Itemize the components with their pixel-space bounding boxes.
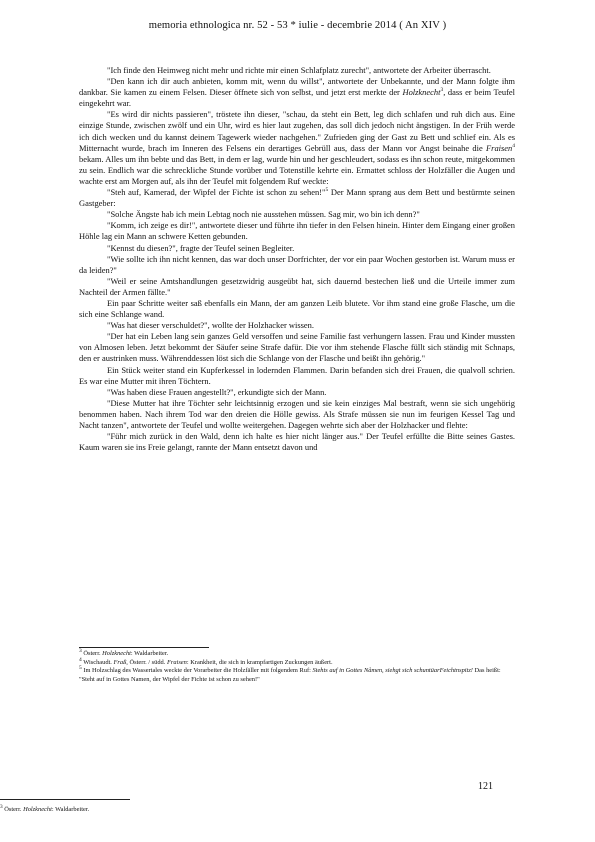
italic-term: Fraisen xyxy=(166,658,187,666)
italic-term: Holzknecht xyxy=(23,806,52,814)
bottom-footnote-separator xyxy=(0,799,130,800)
text-run: "Steh auf, Kamerad, der Wipfel der Fichte ist schon zu sehen!" xyxy=(107,187,326,198)
text-run: , dass er beim Teufel eingekehrt war. xyxy=(79,87,515,109)
paragraph xyxy=(79,65,515,76)
paragraph xyxy=(79,365,515,387)
text-run: Im Holzschlag des Wassertales weckte der Vorarbeiter die Holzfäller mit folgendem Ruf: xyxy=(81,667,313,675)
text-run: "Der hat ein Leben lang sein ganzes Geld versoffen und seine Familie fast verhungern lassen. Frau und Kinder mussten von Almosen leben. Jetzt bekommt der Säufer seine Strafe dafür. Die vor ihm stehende Flasche füllt sich ständig mit Schnaps, den er austrinken muss. Währenddessen löst sich die Schlange von der Flasche und beißt ihn gehörig." xyxy=(79,331,515,364)
footnote-ref: 5 xyxy=(325,187,329,194)
text-run: "Was haben diese Frauen angestellt?", erkundigte sich der Mann. xyxy=(107,386,327,397)
text-run: "Was hat dieser verschuldet?", wollte der Holzhacker wissen. xyxy=(107,320,314,331)
footnotes xyxy=(79,647,515,684)
text-run: "Solche Ängste hab ich mein Lebtag noch nie ausstehen müssen. Sag mir, wo bin ich denn?" xyxy=(107,209,420,220)
paragraph xyxy=(79,254,515,276)
italic-term: Fraisen xyxy=(486,142,513,153)
footnote-ref: 4 xyxy=(79,656,82,663)
paragraph xyxy=(79,187,515,209)
paragraph xyxy=(79,243,515,254)
footnote xyxy=(79,656,515,668)
text-run: "Ich finde den Heimweg nicht mehr und richte mir einen Schlafplatz zurecht", antwortete der Arbeiter überrascht. xyxy=(107,65,491,75)
footnote-ref: 3 xyxy=(440,87,444,94)
paragraph xyxy=(79,298,515,320)
paragraph xyxy=(79,431,515,453)
text-run: "Führ mich zurück in den Wald, denn ich halte es hier nicht länger aus." Der Teufel erfüllte die Bitte seines Gastes. Kaum waren sie ins Freie gelangt, rannte der Mann entsetzt davon und xyxy=(79,431,515,453)
footnote-ref: 5 xyxy=(79,665,82,672)
text-run: "Diese Mutter hat ihre Töchter sehr leichtsinnig erzogen und sie kein einziges Mal bestraft, wenn sie sich ungehörig benommen haben. Nach ihrem Tod war den dreien die Hölle gewiss. Als Strafe müssen sie nun im feurigen Kessel Tag und Nacht tanzen", antwortete der Teufel und wollte weitergehen. Dagegen wehrte sich aber der Holzhacker und flehte: xyxy=(79,397,515,430)
text-run: "Komm, ich zeige es dir!", antwortete dieser und führte ihn tiefer in den Felsen hinein. Hinter dem Eingang einer großen Höhle lag ein Mann an schwere Ketten gebunden. xyxy=(79,220,515,242)
text-run: Der Mann sprang aus dem Bett und bestürmte seinen Gastgeber: xyxy=(79,187,516,209)
paragraph xyxy=(79,387,515,398)
footnote-ref: 4 xyxy=(512,142,515,149)
text-run: Österr. xyxy=(81,650,103,657)
text-run: bekam. Alles um ihn bebte und das Bett, in dem er lag, wurde hin und her geschleudert, sodass es ihn schon reute, mitgekommen zu sein. Endlich war die schreckliche Stunde vorüber und Totenstille kehrte ein. Ermattet schloss der Holzfäller die Augen und wachte erst am Morgen auf, als ihn der Teufel mit folgendem Ruf weckte: xyxy=(79,153,515,186)
footnote-ref: 3 xyxy=(0,804,3,810)
text-run: Ein Stück weiter stand ein Kupferkessel in lodernden Flammen. Darin befanden sich drei Frauen, die qualvoll schrien. Es war eine Mutter mit ihren Töchtern. xyxy=(79,364,515,386)
bottom-footnote xyxy=(0,803,89,815)
text-run: Österr. xyxy=(2,806,24,814)
paragraph xyxy=(79,76,515,109)
italic-term: Holzknecht xyxy=(102,650,131,657)
paragraph xyxy=(79,220,515,242)
italic-term: Stehts auf in Gottes Nåmen, siehgt sich schuntüarFeichtnspitz! xyxy=(312,667,473,675)
text-run: "Es wird dir nichts passieren", tröstete ihn dieser, "schau, da steht ein Bett, leg dich schlafen und ruh dich aus. Eine einzige Stunde, zwischen zwölf und ein Uhr, wird es hier laut zugehen, das soll dich jedoch nicht ängstigen. In der Früh werde ich dich wecken und du kannst deinem Tagewerk wieder nachgehen." Zufrieden ging der Gast zu Bett und schlief ein. Als es Mitternacht wurde, brach im Inneren des Felsens ein derartiges Gebrüll aus, dass der Mann vor Angst beinahe die xyxy=(79,109,515,153)
paragraph xyxy=(79,276,515,298)
text-run: "Wie sollte ich ihn nicht kennen, das war doch unser Dorfrichter, der vor ein paar Wochen gestorben ist. Warum muss er da leiden?" xyxy=(79,253,515,275)
paragraph xyxy=(79,320,515,331)
text-run: Wischaudt. xyxy=(81,658,114,666)
italic-term: Holzknecht xyxy=(402,87,441,98)
running-header: memoria ethnologica nr. 52 - 53 * iulie - decembrie 2014 ( An XIV ) xyxy=(148,20,447,31)
text-run: : Waldarbeiter. xyxy=(51,806,90,814)
paragraph xyxy=(79,109,515,187)
paragraph xyxy=(79,398,515,431)
text-run: : Waldarbeiter. xyxy=(130,650,169,657)
text-run: Ein paar Schritte weiter saß ebenfalls ein Mann, der am ganzen Leib blutete. Vor ihm stand eine große Flasche, um die sich eine Schlange wand. xyxy=(79,297,515,320)
text-run: "Weil er seine Amtshandlungen gesetzwidrig ausgeübt hat, sich dauernd bestechen ließ und die Urteile immer zum Nachteil der Armen fällte." xyxy=(79,275,515,297)
page-number: 121 xyxy=(478,781,493,792)
footnote xyxy=(79,647,515,659)
footnote-ref: 3 xyxy=(79,647,82,654)
italic-term: Fraß xyxy=(113,658,127,666)
footnote xyxy=(79,667,515,684)
main-text xyxy=(79,65,515,453)
text-run: : Krankheit, die sich in krampfartigen Zuckungen äußert. xyxy=(186,658,333,666)
text-run: Das heißt: "Steht auf in Gottes Namen, der Wipfel der Fichte ist schon zu sehen!" xyxy=(79,667,501,683)
text-run: "Den kann ich dir auch anbieten, komm mit, wenn du willst", antwortete der Unbekannte, und der Mann folgte ihm dankbar. Sie kamen zu einem Felsen. Dieser öffnete sich von selbst, und jetzt erst merkte der xyxy=(79,76,515,98)
paragraph xyxy=(79,209,515,220)
footnote-separator xyxy=(79,647,209,648)
paragraph xyxy=(79,331,515,364)
text-run: "Kennst du diesen?", fragte der Teufel seinen Begleiter. xyxy=(107,242,295,253)
text-run: , Österr. / südd. xyxy=(126,658,167,666)
